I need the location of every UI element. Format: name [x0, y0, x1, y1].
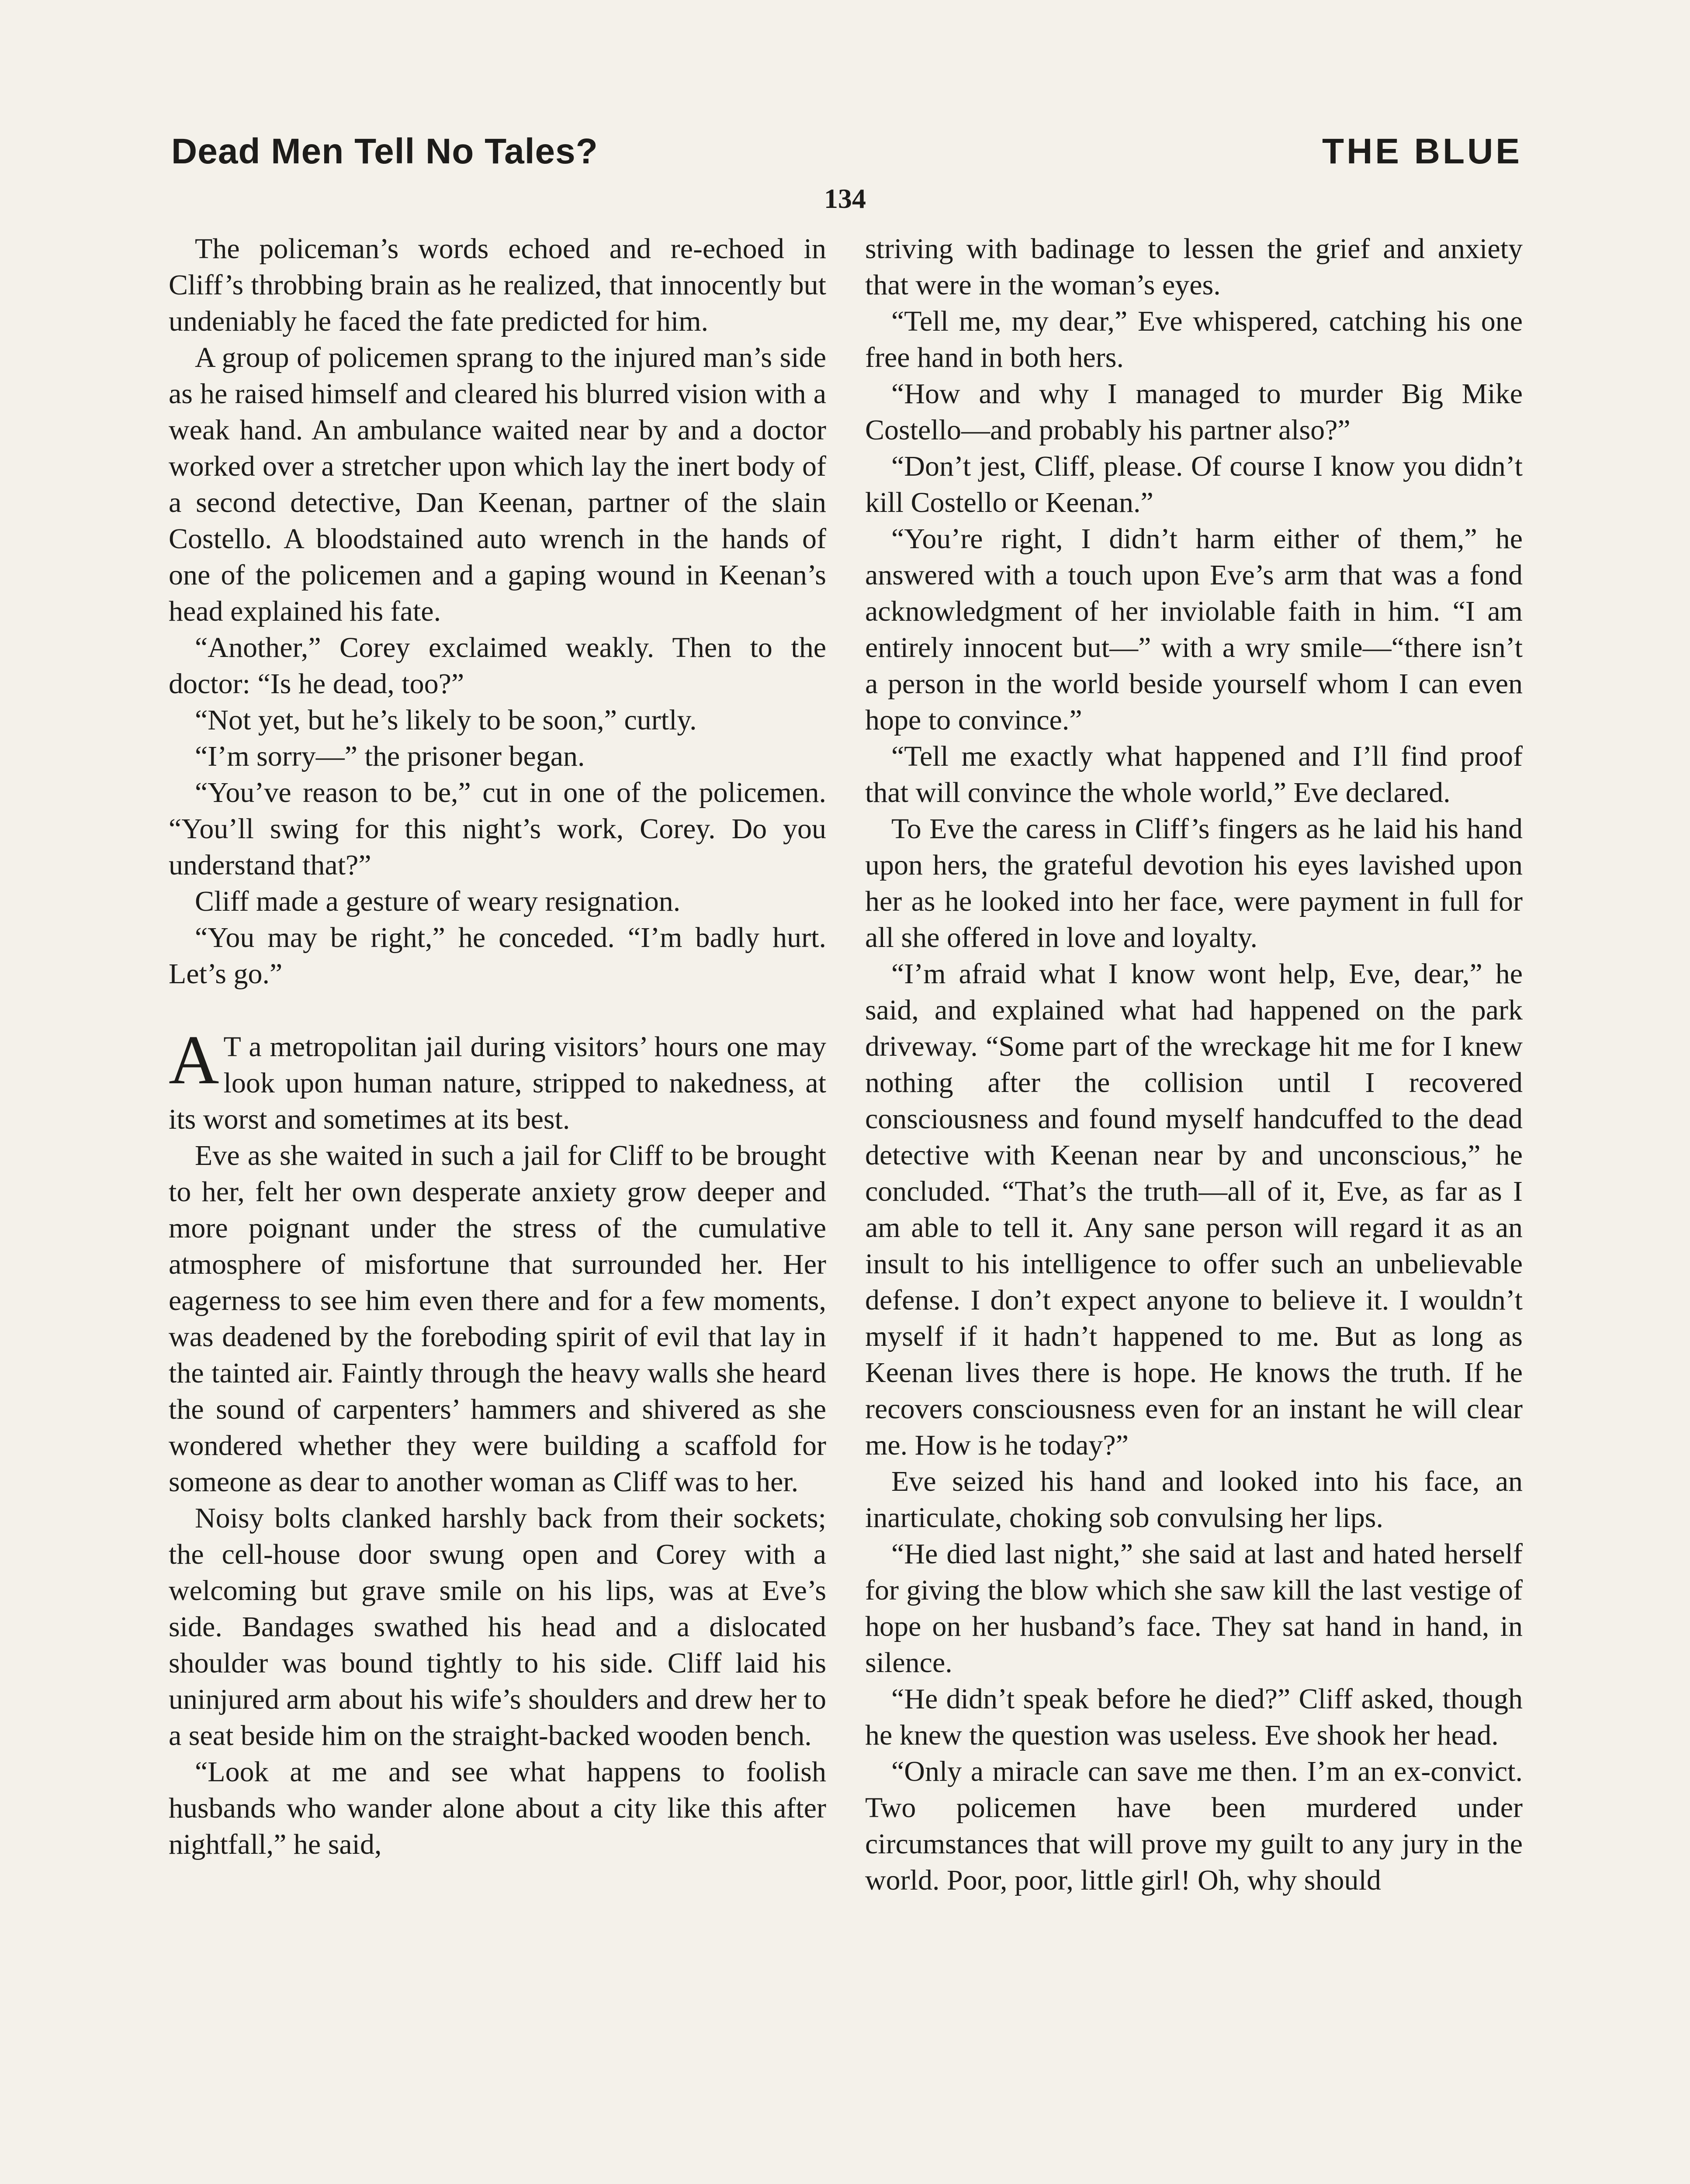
paragraph: “How and why I managed to murder Big Mike Costello—and probably his partner also?” — [865, 378, 1523, 446]
paragraph: “Not yet, but he’s likely to be soon,” curtly. — [195, 704, 697, 736]
section-opening-text: T a metropolitan jail during visitors’ hours one may look upon human nature, stripped to nakedness, at its worst and sometimes at its best. — [169, 1031, 826, 1135]
paragraph: “Don’t jest, Cliff, please. Of course I know you didn’t kill Costello or Keenan.” — [865, 450, 1523, 518]
paragraph: “Tell me, my dear,” Eve whispered, catching his one free hand in both hers. — [865, 305, 1523, 373]
paragraph: To Eve the caress in Cliff’s fingers as he laid his hand upon hers, the grateful devotion his eyes lavished upon her as he looked into her face, were payment in full for all she offered in love and loyalty. — [865, 813, 1523, 954]
paragraph: Cliff made a gesture of weary resignation. — [195, 885, 681, 917]
section-opening-paragraph — [169, 1021, 826, 1137]
paragraph: The policeman’s words echoed and re-echoed in Cliff’s throbbing brain as he realized, that innocently but undeniably he faced the fate predicted for him. — [169, 233, 826, 337]
paragraph: “I’m afraid what I know wont help, Eve, dear,” he said, and explained what had happened on the park driveway. “Some part of the wreckage hit me for I knew nothing after the collision until I recovered consciousness and found myself handcuffed to the dead detective with Keenan near by and unconscious,” he concluded. “That’s the truth—all of it, Eve, as far as I am able to tell it. Any sane person will regard it as an insult to his intelligence to offer such an unbelievable defense. I don’t expect anyone to believe it. I wouldn’t myself if it hadn’t happened to me. But as long as Keenan lives there is hope. He knows the truth. If he recovers consciousness even for an instant he will clear me. How is he today?” — [865, 958, 1523, 1461]
left-column — [169, 231, 826, 1863]
paragraph: “You may be right,” he conceded. “I’m badly hurt. Let’s go.” — [169, 922, 826, 990]
paragraph: “Tell me exactly what happened and I’ll find proof that will convince the whole world,” Eve declared. — [865, 740, 1523, 809]
story-title: Dead Men Tell No Tales? — [171, 131, 598, 171]
paragraph: “I’m sorry—” the prisoner began. — [195, 740, 585, 772]
magazine-name: THE BLUE — [1322, 131, 1522, 171]
paragraph: “Only a miracle can save me then. I’m an ex-convict. Two policemen have been murdered under circumstances that will prove my guilt to any jury in the world. Poor, poor, little girl! Oh, why should — [865, 1755, 1523, 1896]
paragraph: “He died last night,” she said at last and hated herself for giving the blow which she saw kill the last vestige of hope on her husband’s face. They sat hand in hand, in silence. — [865, 1538, 1523, 1679]
paragraph: Eve seized his hand and looked into his face, an inarticulate, choking sob convulsing her lips. — [865, 1465, 1523, 1534]
paragraph: “You’re right, I didn’t harm either of them,” he answered with a touch upon Eve’s arm that was a fond acknowledgment of her inviolable faith in him. “I am entirely innocent but—” with a wry smile—“there isn’t a person in the world beside yourself whom I can even hope to convince.” — [865, 523, 1523, 736]
page-number: 134 — [824, 183, 866, 214]
right-column — [865, 231, 1523, 1898]
drop-cap: A — [169, 1021, 219, 1099]
paragraph: Noisy bolts clanked harshly back from their sockets; the cell-house door swung open and Corey with a welcoming but grave smile on his lips, was at Eve’s side. Bandages swathed his head and a dislocated shoulder was bound tightly to his side. Cliff laid his uninjured arm about his wife’s shoulders and drew her to a seat beside him on the straight-backed wooden bench. — [169, 1502, 826, 1752]
paragraph: “You’ve reason to be,” cut in one of the policemen. “You’ll swing for this night’s work, Corey. Do you understand that?” — [169, 777, 826, 881]
paragraph: “Look at me and see what happens to foolish husbands who wander alone about a city like this after nightfall,” he said, — [169, 1756, 826, 1860]
paragraph: A group of policemen sprang to the injured man’s side as he raised himself and cleared his blurred vision with a weak hand. An ambulance waited near by and a doctor worked over a stretcher upon which lay the inert body of a second detective, Dan Keenan, partner of the slain Costello. A bloodstained auto wrench in the hands of one of the policemen and a gaping wound in Keenan’s head explained his fate. — [169, 342, 826, 627]
paragraph: “He didn’t speak before he died?” Cliff asked, though he knew the question was useless. Eve shook her head. — [865, 1683, 1523, 1751]
paragraph-continued: striving with badinage to lessen the grief and anxiety that were in the woman’s eyes. — [865, 233, 1523, 301]
paragraph: “Another,” Corey exclaimed weakly. Then to the doctor: “Is he dead, too?” — [169, 632, 826, 700]
paragraph: Eve as she waited in such a jail for Cliff to be brought to her, felt her own desperate anxiety grow deeper and more poignant under the stress of the cumulative atmosphere of misfortune that surrounded her. Her eagerness to see him even there and for a few moments, was deadened by the foreboding spirit of evil that lay in the tainted air. Faintly through the heavy walls she heard the sound of carpenters’ hammers and shivered as she wondered whether they were building a scaffold for someone as dear to another woman as Cliff was to her. — [169, 1140, 826, 1498]
